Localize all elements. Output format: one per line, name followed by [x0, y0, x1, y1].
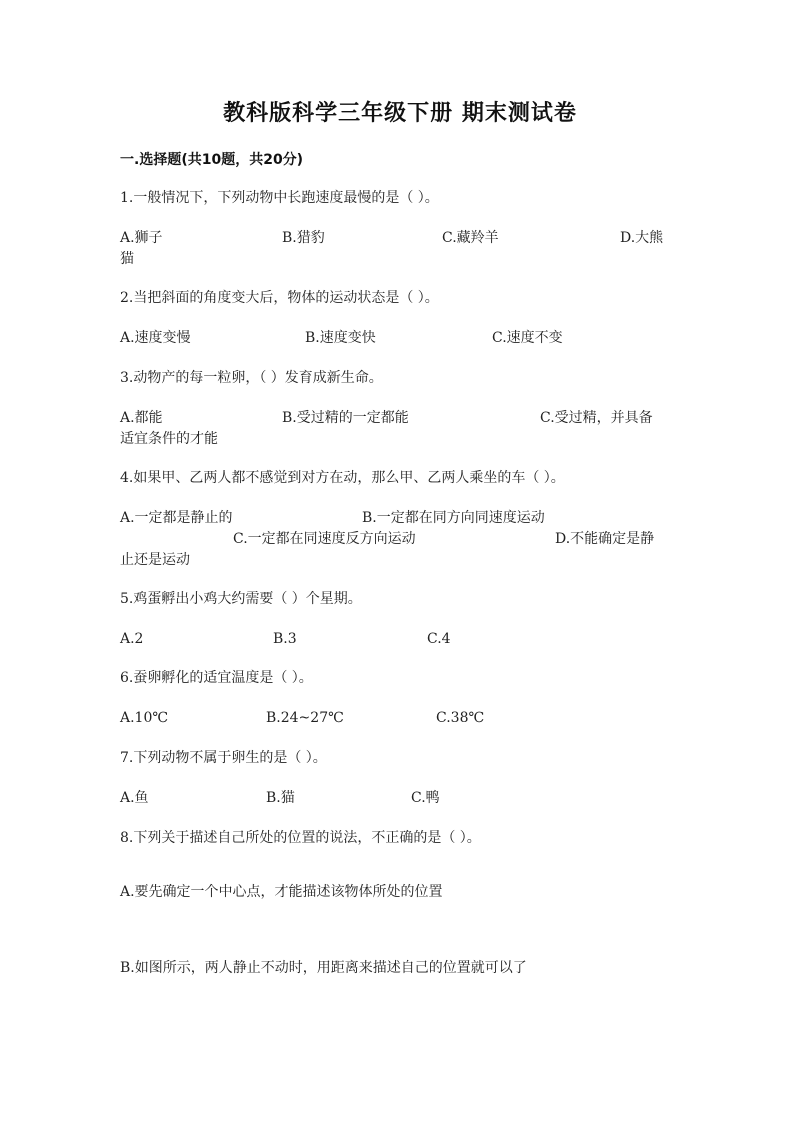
question-7-option-b: B.猫: [266, 790, 295, 806]
question-3-option-b: B.受过精的一定都能: [282, 410, 409, 426]
question-7-option-a: A.鱼: [120, 790, 149, 806]
question-2-option-b: B.速度变快: [305, 330, 376, 346]
question-2-option-c: C.速度不变: [492, 330, 563, 346]
question-3-option-continuation: 适宜条件的才能: [120, 431, 218, 447]
question-3-option-a: A.都能: [120, 410, 163, 426]
exam-title: 教科版科学三年级下册 期末测试卷: [223, 101, 577, 126]
question-2-option-a: A.速度变慢: [120, 330, 191, 346]
question-4-option-b: B.一定都在同方向同速度运动: [362, 510, 545, 526]
question-5-option-a: A.2: [120, 631, 144, 647]
question-1-stem: 1.一般情况下，下列动物中长跑速度最慢的是（ ）。: [120, 190, 439, 206]
question-1-option-continuation: 猫: [120, 251, 134, 267]
question-6-option-c: C.38℃: [436, 710, 485, 726]
question-3-option-c: C.受过精，并具备: [540, 410, 653, 426]
section-heading: 一.选择题(共10题，共20分): [120, 152, 304, 168]
question-5-option-c: C.4: [427, 631, 451, 647]
question-7-stem: 7.下列动物不属于卵生的是（ ）。: [120, 750, 327, 766]
question-5-stem: 5.鸡蛋孵出小鸡大约需要（ ）个星期。: [120, 591, 362, 607]
question-4-stem: 4.如果甲、乙两人都不感觉到对方在动，那么甲、乙两人乘坐的车（ ）。: [120, 470, 565, 486]
question-4-option-continuation: 止还是运动: [120, 552, 190, 568]
question-6-stem: 6.蚕卵孵化的适宜温度是（ ）。: [120, 670, 313, 686]
question-1-option-c: C.藏羚羊: [442, 230, 499, 246]
question-3-stem: 3.动物产的每一粒卵，（ ）发育成新生命。: [120, 370, 383, 386]
question-1-option-b: B.猎豹: [282, 230, 325, 246]
question-2-stem: 2.当把斜面的角度变大后，物体的运动状态是（ ）。: [120, 290, 439, 306]
question-8-option-b: B.如图所示，两人静止不动时，用距离来描述自己的位置就可以了: [120, 960, 527, 976]
question-5-option-b: B.3: [273, 631, 297, 647]
question-4-option-d: D.不能确定是静: [555, 531, 655, 547]
question-1-option-a: A.狮子: [120, 230, 163, 246]
question-6-option-b: B.24~27℃: [266, 710, 344, 726]
question-7-option-c: C.鸭: [411, 790, 440, 806]
question-6-option-a: A.10℃: [120, 710, 169, 726]
question-8-stem: 8.下列关于描述自己所处的位置的说法，不正确的是（ ）。: [120, 830, 481, 846]
question-8-option-a: A.要先确定一个中心点，才能描述该物体所处的位置: [120, 884, 443, 900]
question-4-option-c: C.一定都在同速度反方向运动: [233, 531, 416, 547]
question-4-option-a: A.一定都是静止的: [120, 510, 233, 526]
question-1-option-d: D.大熊: [620, 230, 664, 246]
